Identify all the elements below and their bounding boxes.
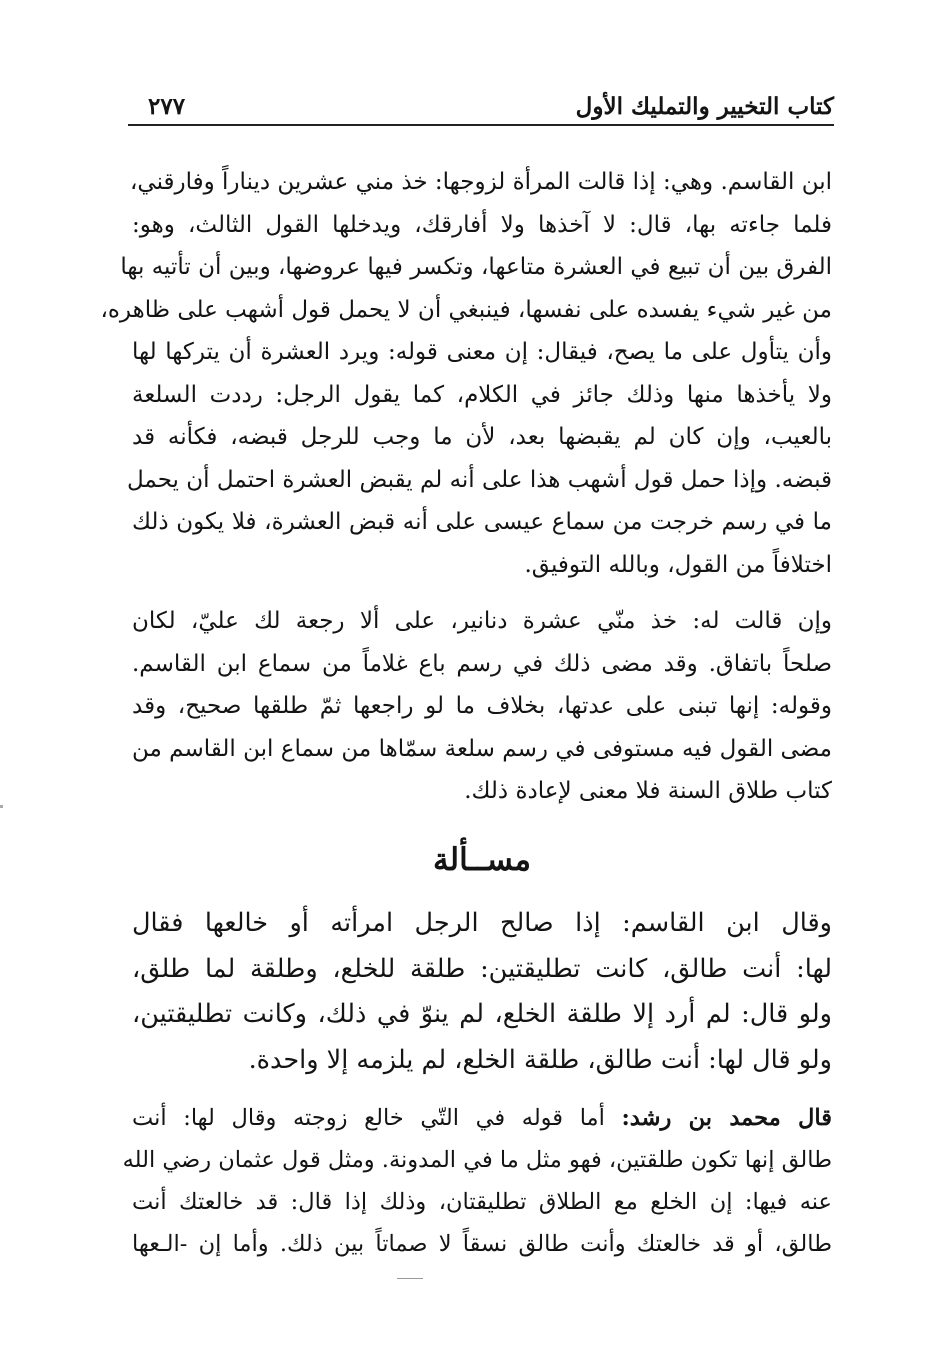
text-line: اختلافاً من القول، وبالله التوفيق. bbox=[524, 551, 832, 578]
text-line: صلحاً باتفاق. وقد مضى ذلك في رسم باع غلاماً من سماع ابن القاسم. bbox=[132, 650, 832, 677]
text-line: فلما جاءته بها، قال: لا آخذها ولا أفارقك، ويدخلها القول الثالث، وهو: bbox=[132, 211, 832, 238]
speaker-name: قال محمد بن رشد: bbox=[621, 1105, 833, 1131]
question-paragraph bbox=[132, 901, 832, 1083]
text-line: عنه فيها: إن الخلع مع الطلاق تطليقتان، وذلك إذا قال: قد خالعتك أنت bbox=[132, 1189, 832, 1215]
text-line: من غير شيء يفسده على نفسها، فينبغي أن لا يحمل قول أشهب على ظاهره، bbox=[100, 296, 832, 323]
running-title: كتاب التخيير والتمليك الأول bbox=[575, 93, 834, 120]
text-line: وقال ابن القاسم: إذا صالح الرجل امرأته أو خالعها فقال bbox=[132, 908, 832, 938]
text-line: ولو قال: لم أرد إلا طلقة الخلع، لم ينوّ في ذلك، وكانت تطليقتين، bbox=[132, 999, 832, 1029]
page-header bbox=[128, 92, 834, 122]
text-line: وأن يتأول على ما يصح، فيقال: إن معنى قوله: ويرد العشرة أن يتركها لها bbox=[132, 339, 832, 365]
page-number: ٢٧٧ bbox=[148, 93, 186, 120]
text-line: مضى القول فيه مستوفى في رسم سلعة سمّاها من سماع ابن القاسم من bbox=[132, 735, 832, 762]
text-line: ابن القاسم. وهي: إذا قالت المرأة لزوجها: خذ مني عشرين ديناراً وفارقني، bbox=[129, 169, 832, 195]
text-line: الفرق بين أن تبيع في العشرة متاعها، وتكسر فيها عروضها، وبين أن تأتيه بها bbox=[120, 254, 832, 280]
margin-mark bbox=[0, 805, 3, 808]
text-line: طالق إنها تكون طلقتين، فهو مثل ما في المدونة. ومثل قول عثمان رضي الله bbox=[122, 1147, 832, 1173]
paragraph-1 bbox=[100, 161, 832, 586]
text-line bbox=[132, 1097, 832, 1139]
header-rule bbox=[128, 124, 834, 126]
text-line: ما في رسم خرجت من سماع عيسى على أنه قبض العشرة، فلا يكون ذلك bbox=[132, 509, 832, 535]
text-line: طالق، أو قد خالعتك وأنت طالق نسقاً لا صماتاً بين ذلك. وأما إن -الـعها bbox=[132, 1231, 832, 1257]
footnote-divider bbox=[397, 1278, 423, 1279]
text-line: وإن قالت له: خذ منّي عشرة دنانير، على ألا رجعة لك عليّ، لكان bbox=[132, 608, 832, 634]
text-line: لها: أنت طالق، كانت تطليقتين: طلقة للخلع، وطلقة لما طلق، bbox=[132, 953, 832, 984]
text-line: بالعيب، وإن كان لم يقبضها بعد، لأن ما وجب للرجل قبضه، فكأنه قد bbox=[132, 424, 832, 450]
text-line: ولا يأخذها منها وذلك جائز في الكلام، كما يقول الرجل: رددت السلعة bbox=[132, 381, 832, 408]
text-line: ولو قال لها: أنت طالق، طلقة الخلع، لم يلزمه إلا واحدة. bbox=[248, 1044, 832, 1075]
section-heading: مســألة bbox=[433, 842, 531, 878]
commentary-first-line: أما قوله في التّي خالع زوجته وقال لها: أنت bbox=[132, 1105, 605, 1131]
text-line: وقوله: إنها تبنى على عدتها، بخلاف ما لو راجعها ثمّ طلقها صحيح، وقد bbox=[132, 693, 832, 719]
text-line: قبضه. وإذا حمل قول أشهب هذا على أنه لم يقبض العشرة احتمل أن يحمل bbox=[126, 466, 832, 493]
commentary-paragraph bbox=[122, 1097, 833, 1265]
paragraph-2 bbox=[132, 600, 832, 813]
text-line: كتاب طلاق السنة فلا معنى لإعادة ذلك. bbox=[464, 778, 832, 804]
